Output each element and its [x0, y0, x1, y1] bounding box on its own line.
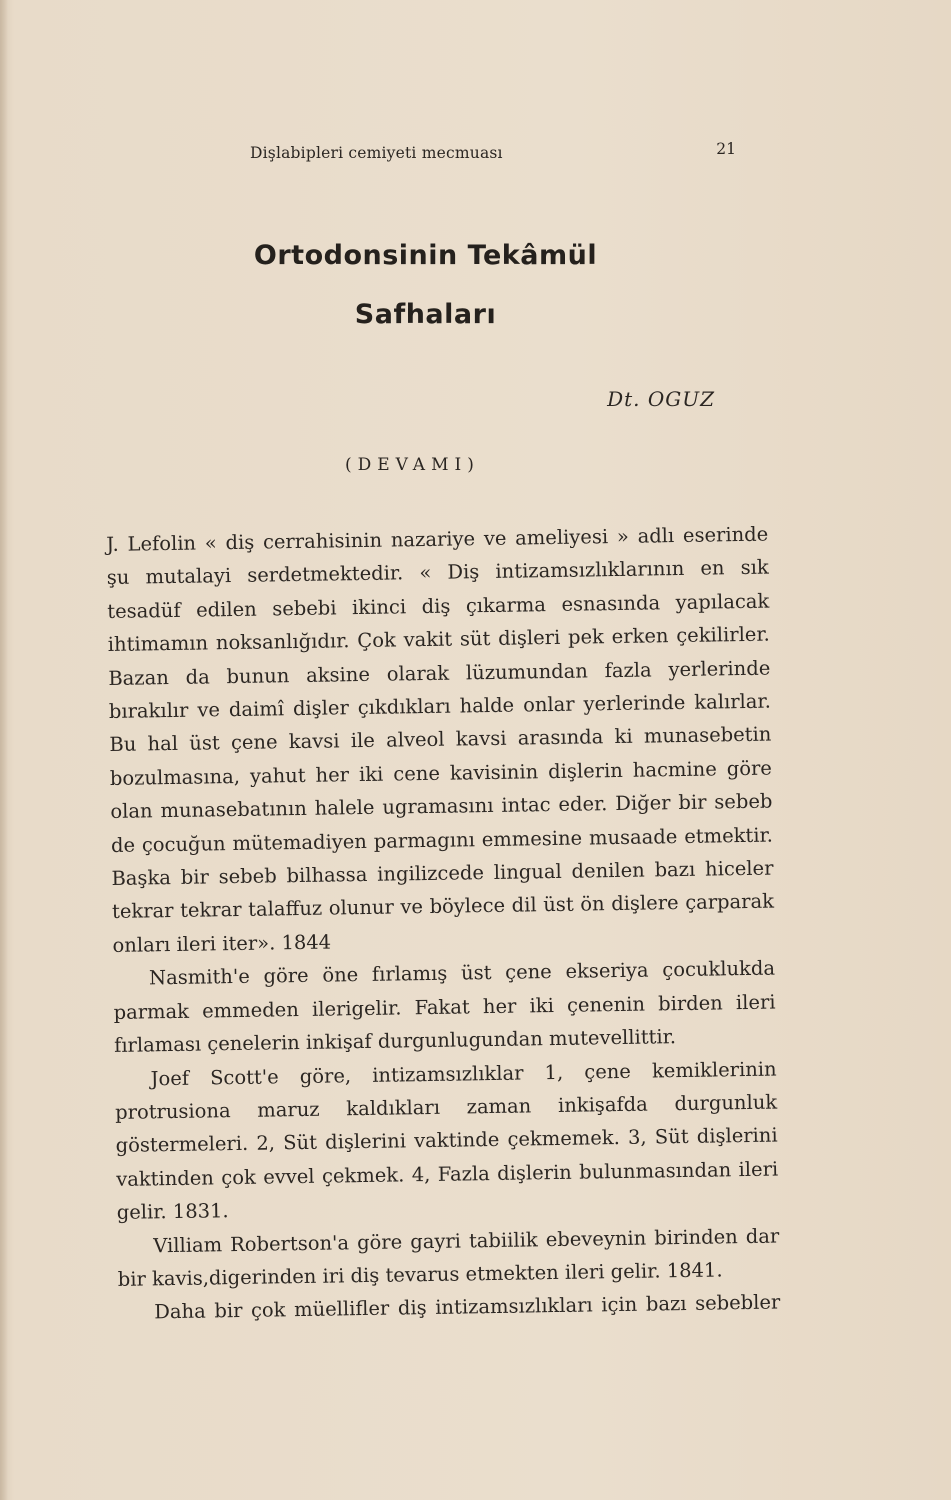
page-number: 21: [716, 140, 736, 158]
paragraph-5: Daha bir çok müellifler diş intizamsızlıkları için bazı sebebler: [154, 1290, 781, 1324]
article-author: Dt. OGUZ: [607, 387, 715, 411]
continued-label: (DEVAMI): [345, 455, 480, 475]
page-header: [250, 140, 740, 164]
running-title: Dişlabipleri cemiyeti mecmuası: [250, 144, 503, 162]
paragraph-4: Villiam Robertson'a göre gayri tabiilik ebeveynin birinden dar bir kavis,digerinden iri diş tevarus etmekten ileri gelir. 1841.: [117, 1224, 780, 1291]
paragraph-1: J. Lefolin « diş cerrahisinin nazariye ve ameliyesi » adlı eserinde şu mutalayi serdetmektedir. « Diş intizamsızlıklarının en sık tesadüf edilen sebebi ikinci diş çıkarma esnasında yapılacak ihtimamın noksanlığıdır. Çok vakit süt dişleri pek erken çekilirler. Bazan da bunun aksine olarak lüzumundan fazla yerlerinde bırakılır ve daimî dişler çıkdıkları halde onlar yerlerinde kalırlar. Bu hal üst çene kavsi ile alveol kavsi arasında ki munasebetin bozulmasına, yahut her iki cene kavisinin dişlerin hacmine göre olan munasebatının halele ugramasını intac eder. Diğer bir sebeb de çocuğun mütemadiyen parmagını emmesine musaade etmektir. Başka bir sebeb bilhassa ingilizcede lingual denilen bazı hiceler tekrar tekrar talaffuz olunur ve böylece dil üst ön dişlere çarparak onları ileri iter». 1844: [106, 522, 775, 957]
article-body: [106, 518, 781, 1330]
binding-shadow: [0, 0, 8, 1500]
article-title-line1: Ortodonsinin Tekâmül: [253, 240, 598, 271]
article-title-line2: Safhaları: [354, 299, 497, 330]
paragraph-2: Nasmith'e göre öne fırlamış üst çene ekseriya çocuklukda parmak emmeden ilerigelir. Fakat her iki çenenin birden ileri fırlaması çenelerin inkişaf durgunlugundan mutevellittir.: [113, 956, 776, 1058]
paragraph-3: Joef Scott'e göre, intizamsızlıklar 1, çene kemiklerinin protrusiona maruz kaldıkları zaman inkişafda durgunluk göstermeleri. 2, Süt dişlerini vaktinde çekmemek. 3, Süt dişlerini vaktinden çok evvel çekmek. 4, Fazla dişlerin bulunmasından ileri gelir. 1831.: [114, 1057, 779, 1225]
